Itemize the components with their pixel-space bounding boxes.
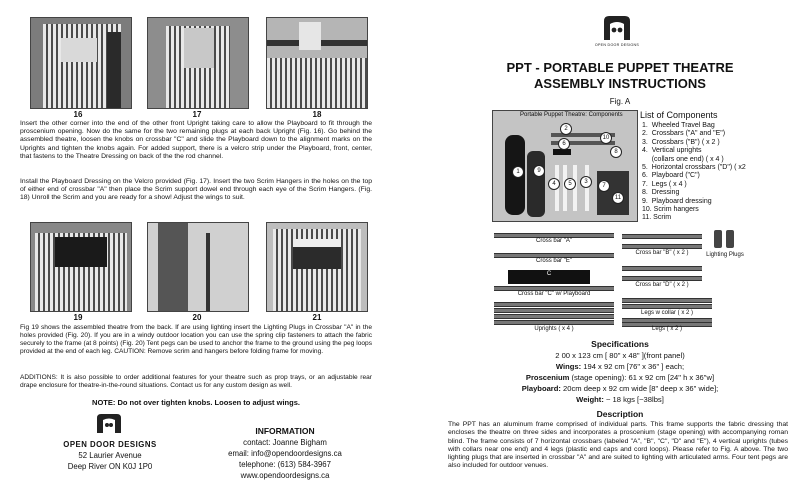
info-heading: INFORMATION: [255, 426, 315, 436]
logo-text-right: OPEN DOOR DESIGNS: [594, 43, 640, 47]
components-photo-caption: Portable Puppet Theatre: Components: [520, 112, 623, 118]
fig-20-photo: [147, 222, 249, 312]
note-text: NOTE: Do not over tighten knobs. Loosen to adjust wings.: [92, 398, 300, 407]
crossbar-b-2-shape: [622, 244, 702, 249]
fig-17-photo: [147, 17, 249, 109]
lighting-plugs-shape: [712, 230, 738, 250]
company-address-1: 52 Laurier Avenue: [78, 451, 142, 460]
specs-line-4: [470, 384, 770, 393]
company-logo-right: [602, 14, 632, 42]
upright-4-shape: [494, 320, 614, 325]
fig-17-label: 17: [192, 110, 202, 119]
specs-line-4-value: 20cm deep x 92 cm wide [8" deep x 36" wide];: [560, 384, 719, 393]
description-text: The PPT has an aluminum frame comprised of individual parts. This frame supports the fabric dressing that encloses the theatre on three sides and incorporates a proscenium (stage opening) with accompanying roman blind. The frame consists of 7 horizontal crossbars (labeled "A", "B", "C", "D" and "E"), 4 vertical uprights (tubes with collars near one end) and 4 legs (plastic end caps and cord loops). Please refer to Fig. A above. The two lighting plugs that are inserted in crossbar "A" and are suited to lighting with articulated arms. Four tent pegs are also included for outdoor venues.: [448, 421, 788, 470]
crossbar-b-1-shape: [622, 234, 702, 239]
uprights-label: Uprights ( x 4 ): [534, 326, 574, 332]
paragraph-assembly-1: Insert the other corner into the end of the other front Upright taking care to allow the Playboard to fit through the proscenium opening. Now do the same for the two remaining plugs at each back Upright (Fig. 16). Go behind the assembled theatre, loosen the knobs on crossbar "C" and slide the Playboard down to the alignment marks on the Uprights and tighten the knobs again. For added support, there is a velcro strip under the Playboard, front, center, that fastens to the Theatre Dressing on back of the the rod channel.: [20, 120, 372, 160]
leg-collar-1-shape: [622, 298, 712, 303]
legs-collar-label: Legs w collar ( x 2 ): [640, 310, 694, 316]
components-list: [642, 122, 802, 223]
company-address-2: Deep River ON K0J 1P0: [67, 462, 153, 471]
crossbar-a-label: Cross bar "A": [536, 238, 572, 244]
crossbar-d-1-shape: [622, 266, 702, 271]
specs-line-2: [470, 362, 770, 371]
badge-4: 4: [548, 178, 560, 190]
badge-6: 6: [558, 138, 570, 150]
badge-3: 3: [580, 176, 592, 188]
info-email[interactable]: email: info@opendoordesigns.ca: [228, 449, 342, 458]
specs-line-4-label: Playboard:: [521, 384, 561, 393]
badge-8: 8: [610, 146, 622, 158]
fig-19-label: 19: [73, 313, 83, 322]
fig-21-photo: [266, 222, 368, 312]
description-heading: Description: [596, 409, 644, 419]
crossbar-d-label: Cross bar "D" ( x 2 ): [635, 282, 689, 288]
fig-16-photo: [30, 17, 132, 109]
component-item: 5. Horizontal crossbars ("D") ( x2: [642, 164, 746, 172]
info-contact: contact: Joanne Bigham: [243, 438, 327, 447]
badge-2: 2: [560, 123, 572, 135]
badge-5: 5: [564, 178, 576, 190]
specs-line-5-label: Weight:: [576, 395, 604, 404]
upright-2-shape: [494, 308, 614, 313]
component-item: 2. Crossbars ("A" and "E"): [642, 130, 726, 138]
component-item: 3. Crossbars ("B") ( x 2 ): [642, 138, 720, 146]
company-name: OPEN DOOR DESIGNS: [63, 440, 157, 449]
specs-line-3-value: (stage opening): 61 x 92 cm [24" h x 36"w]: [569, 373, 715, 382]
info-website[interactable]: www.opendoordesigns.ca: [240, 471, 330, 480]
info-phone: telephone: (613) 584-3967: [239, 460, 331, 469]
lighting-plugs-label: Lighting Plugs: [706, 252, 744, 258]
component-item: 9. Playboard dressing: [642, 197, 712, 205]
upright-1-shape: [494, 302, 614, 307]
badge-9: 9: [533, 165, 545, 177]
specs-line-1: 2 00 x 123 cm [ 80" x 48" ](front panel): [555, 351, 685, 360]
component-item: (collars one end) ( x 4 ): [642, 155, 724, 163]
component-item: 4. Vertical uprights: [642, 147, 702, 155]
specs-line-2-label: Wings:: [555, 362, 582, 371]
fig-18-photo: [266, 17, 368, 109]
crossbar-c-label: Cross bar "C" w/ Playboard: [517, 291, 591, 297]
component-item: 8. Dressing: [642, 189, 680, 197]
playboard-tag: C: [546, 271, 552, 277]
crossbar-d-2-shape: [622, 276, 702, 281]
fig-18-label: 18: [312, 110, 322, 119]
specs-line-5: [470, 395, 770, 404]
paragraph-assembly-2: Install the Playboard Dressing on the Velcro provided (Fig. 17). Insert the two Scrim Hangers in the holes on the top of either end of crossbar "A" then place the Scrim support dowel end through each eye of the Scrim Hangers. (Fig. 18) Unroll the Scrim and you are ready for a show! Adjust the wings to suit.: [20, 178, 372, 202]
component-item: 1. Wheeled Travel Bag: [642, 122, 715, 129]
fig-21-label: 21: [312, 313, 322, 322]
component-item: 6. Playboard ("C"): [642, 172, 700, 180]
components-heading: List of Components: [640, 110, 718, 120]
leg-collar-2-shape: [622, 304, 712, 309]
component-item: 7. Legs ( x 4 ): [642, 180, 687, 188]
crossbar-b-label: Cross bar "B" ( x 2 ): [635, 250, 689, 256]
badge-7: 7: [598, 180, 610, 192]
specs-line-3: [470, 373, 770, 382]
page-title-line-1: PPT - PORTABLE PUPPET THEATRE: [506, 60, 734, 75]
upright-3-shape: [494, 314, 614, 319]
specs-line-2-value: 194 x 92 cm [76" x 36" ] each;: [581, 362, 685, 371]
fig-19-photo: [30, 222, 132, 312]
fig-16-label: 16: [73, 110, 83, 119]
fig-20-label: 20: [192, 313, 202, 322]
crossbar-e-label: Cross bar "E": [536, 258, 572, 264]
fig-a-label: Fig. A: [609, 97, 631, 106]
paragraph-additions: ADDITIONS: It is also possible to order additional features for your theatre such as prop trays, or an adjustable rear drape enclosure for theatre-in-the-round situations. Contact us for any custom design as well.: [20, 374, 372, 389]
badge-10: 10: [600, 132, 612, 144]
legs-label: Legs ( x 2 ): [651, 326, 682, 332]
badge-11: 11: [612, 192, 624, 204]
specs-line-3-label: Proscenium: [525, 373, 570, 382]
badge-1: 1: [512, 166, 524, 178]
page-title-line-2: ASSEMBLY INSTRUCTIONS: [534, 76, 706, 91]
paragraph-lighting: Fig 19 shows the assembled theatre from the back. If are using lighting insert the Lighting Plugs in Crossbar "A" in the holes provided (Fig. 20). If you are in a windy outdoor location you can use the spring clip fasteners to attach the fabric securely to the frame (at 8 points) (Fig. 20) Tent pegs can be used to anchor the frame to the ground using the peg loops provided at the end of each leg. CAUTION: Remove scrim and hangers before folding frame for moving.: [20, 324, 372, 355]
specs-heading: Specifications: [591, 339, 649, 349]
component-item: 11. Scrim: [642, 214, 672, 222]
specs-line-5-value: ~ 18 kgs [~38lbs]: [603, 395, 664, 404]
component-item: 10. Scrim hangers: [642, 206, 699, 214]
company-logo-left: [96, 412, 122, 434]
